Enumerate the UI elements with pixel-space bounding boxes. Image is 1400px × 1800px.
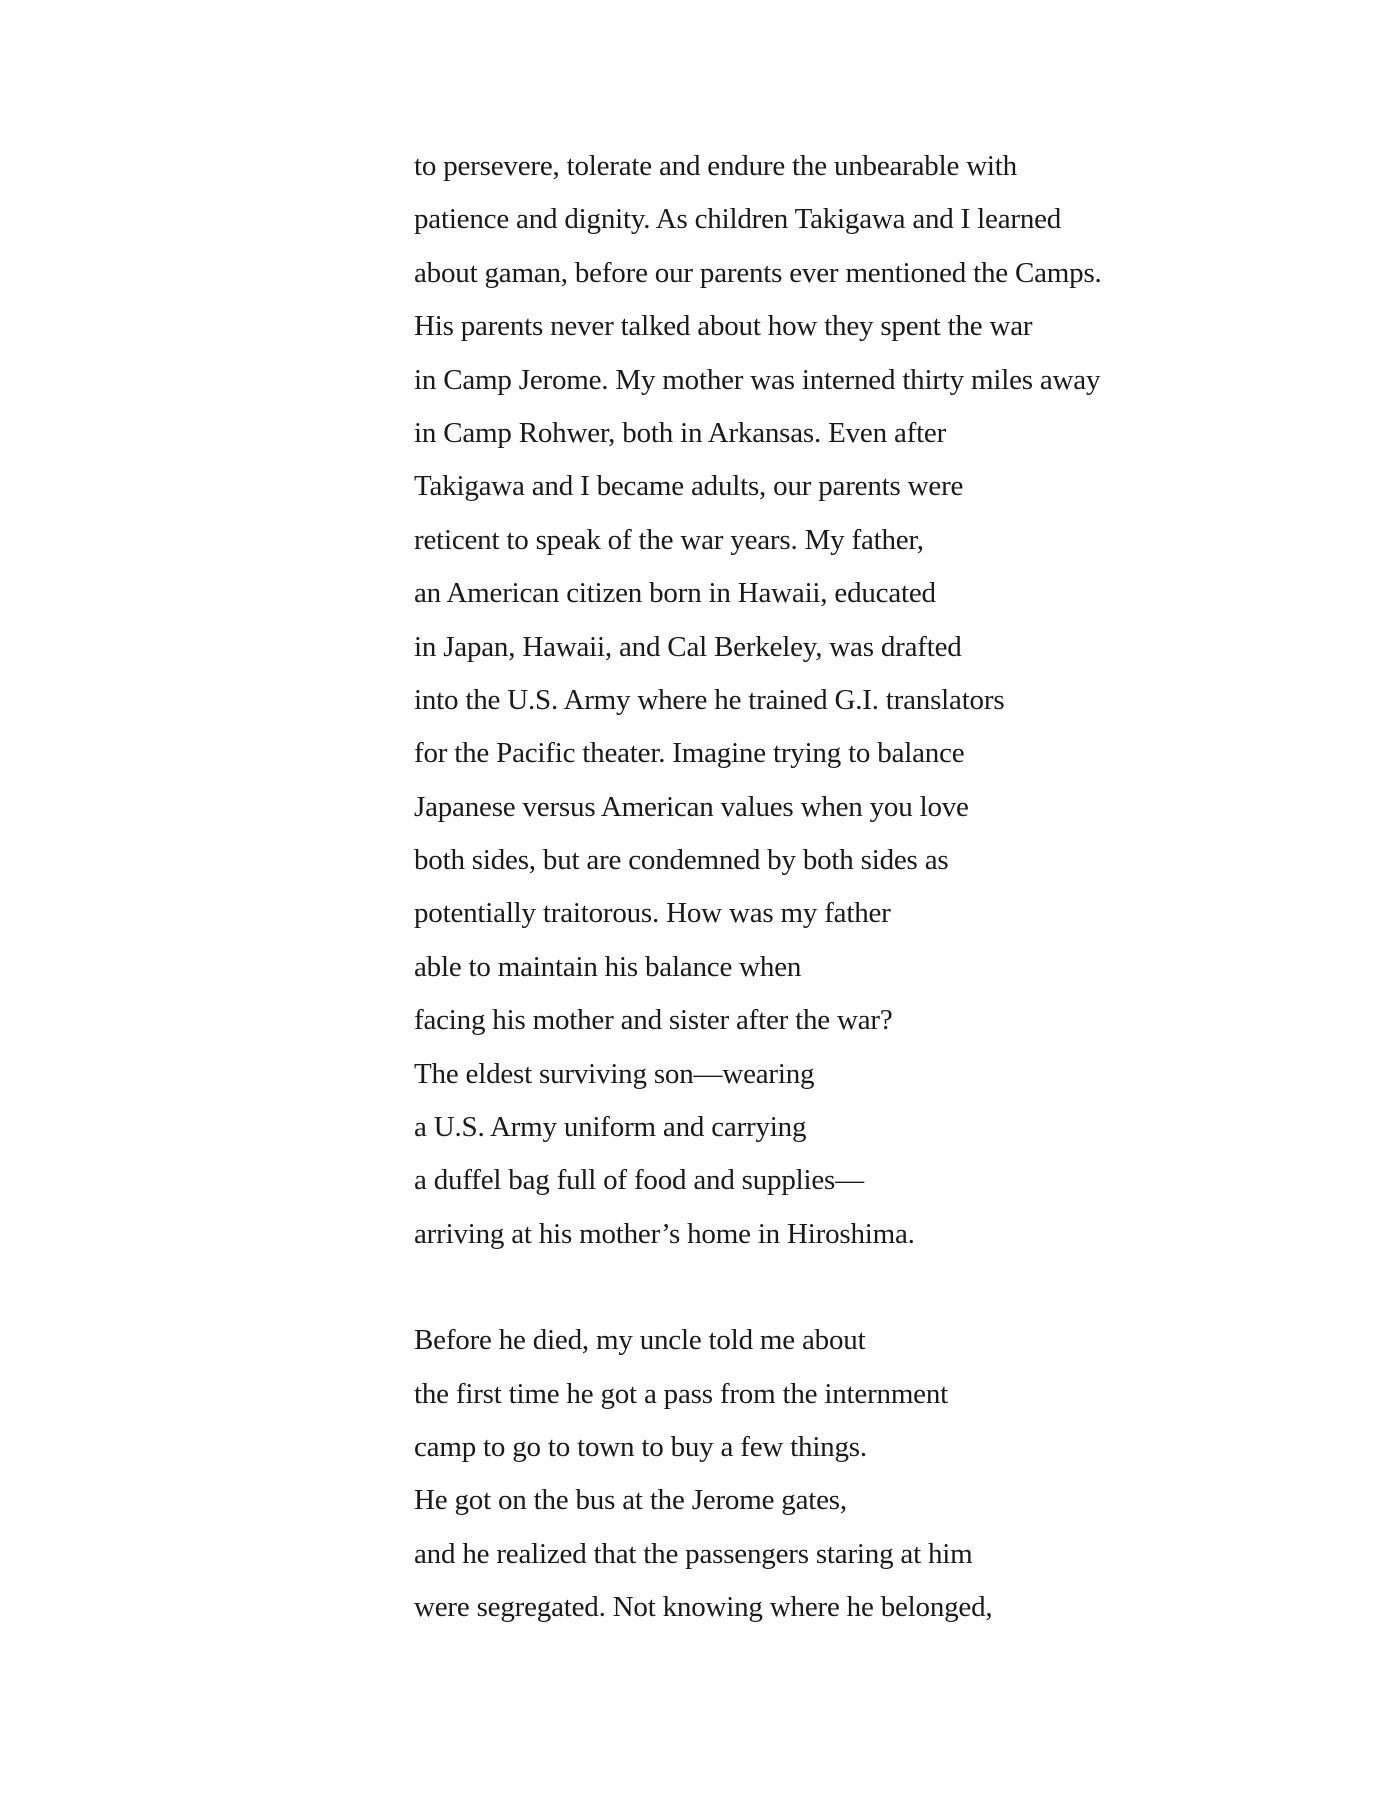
stanza-2	[414, 1314, 1314, 1634]
poem-line: arriving at his mother’s home in Hiroshima.	[414, 1217, 915, 1250]
poem-line: in Camp Rohwer, both in Arkansas. Even after	[414, 416, 947, 449]
poem-line: for the Pacific theater. Imagine trying to balance	[414, 737, 965, 770]
poem-line: in Camp Jerome. My mother was interned thirty miles away	[414, 363, 1101, 396]
poem-line: Takigawa and I became adults, our parents were	[414, 470, 964, 503]
poem-line: an American citizen born in Hawaii, educated	[414, 577, 936, 610]
poem-line: reticent to speak of the war years. My father,	[414, 523, 924, 556]
poem-line: to persevere, tolerate and endure the unbearable with	[414, 150, 1017, 182]
poem-line: His parents never talked about how they spent the war	[414, 310, 1033, 343]
poem-line: able to maintain his balance when	[414, 950, 802, 983]
poem-line: about gaman, before our parents ever mentioned the Camps.	[414, 256, 1102, 289]
poem-line: camp to go to town to buy a few things.	[414, 1430, 867, 1463]
poem-line: patience and dignity. As children Takigawa and I learned	[414, 203, 1062, 236]
poem-line: facing his mother and sister after the war?	[414, 1004, 893, 1037]
poem-line: into the U.S. Army where he trained G.I. translators	[414, 683, 1005, 716]
poem-text	[414, 140, 1314, 1635]
poem-line: potentially traitorous. How was my father	[414, 897, 891, 930]
poem-line: in Japan, Hawaii, and Cal Berkeley, was drafted	[414, 630, 962, 663]
poem-line: Japanese versus American values when you love	[414, 790, 969, 823]
poem-line: a U.S. Army uniform and carrying	[414, 1111, 807, 1144]
poem-line: were segregated. Not knowing where he belonged,	[414, 1591, 993, 1624]
poem-line: The eldest surviving son—wearing	[414, 1057, 815, 1090]
poem-line: He got on the bus at the Jerome gates,	[414, 1484, 847, 1517]
poem-line: Before he died, my uncle told me about	[414, 1324, 866, 1357]
poem-line: a duffel bag full of food and supplies—	[414, 1164, 864, 1197]
poem-line: and he realized that the passengers staring at him	[414, 1537, 973, 1570]
poem-line: the first time he got a pass from the internment	[414, 1377, 949, 1410]
poem-line: both sides, but are condemned by both sides as	[414, 844, 949, 877]
stanza-1	[414, 140, 1314, 1261]
